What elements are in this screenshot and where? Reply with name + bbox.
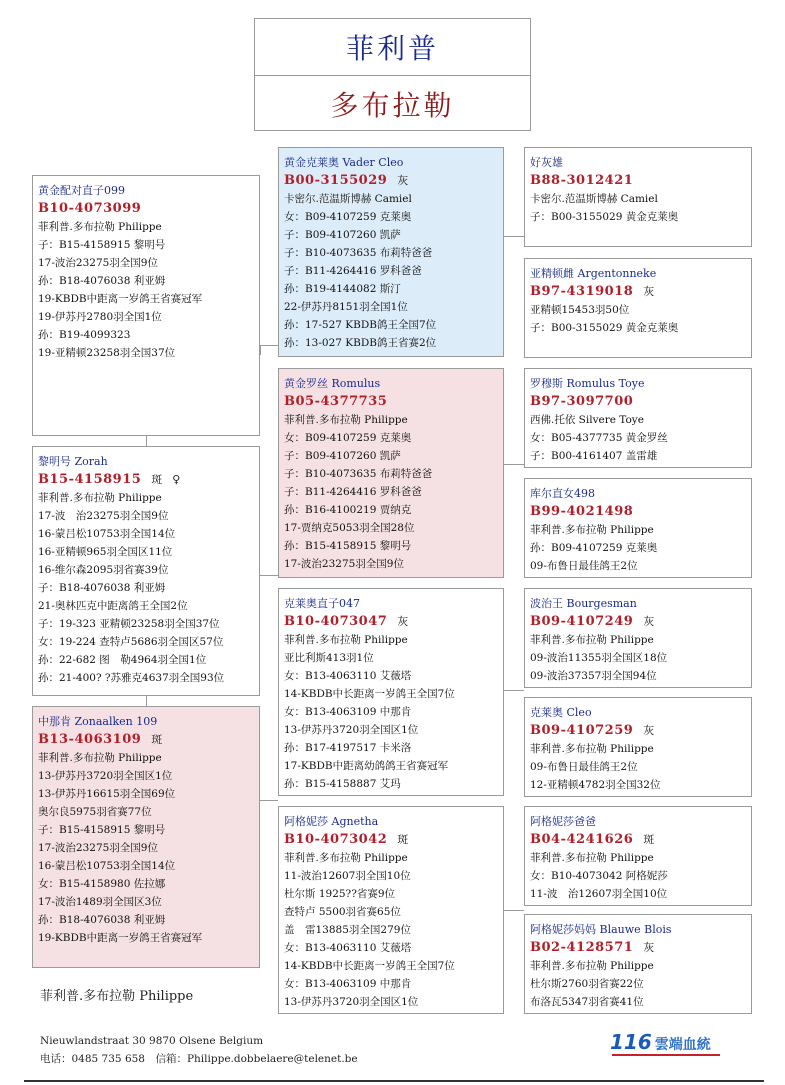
info-line: 子：B15-4158915 黎明号	[38, 239, 166, 251]
info-line: 孙：B18-4076038 利亚姆	[38, 275, 166, 287]
address-line: Nieuwlandstraat 30 9870 Olsene Belgium	[40, 1035, 264, 1047]
contact-block	[40, 1032, 358, 1068]
info-line: 菲利普.多布拉勒 Philippe	[38, 492, 162, 504]
info-line: 14-KBDB中长距离一岁鸽王全国7位	[284, 688, 455, 700]
sex-icon: ♀	[172, 473, 181, 486]
info-line: 子：B09-4107260 凯萨	[284, 229, 401, 241]
info-line: 16-维尔森2095羽省赛39位	[38, 564, 169, 576]
ring-number: B00-3155029 灰	[284, 173, 409, 188]
site-logo	[610, 1030, 711, 1054]
breeder-name: 菲利普.多布拉勒 Philippe	[40, 989, 194, 1004]
connector	[504, 236, 524, 237]
logo-text: 雲端血統	[654, 1037, 711, 1053]
info-line: 孙：22-682 图 勒4964羽全国1位	[38, 654, 207, 666]
bird-name: 库尔直女498	[530, 487, 595, 500]
info-line: 17-KBDB中距离幼鸽鸽王省赛冠军	[284, 760, 449, 772]
bird-name: 克莱奥直子047	[284, 597, 360, 610]
connector	[260, 345, 278, 346]
info-line: 孙：B16-4100219 贾纳克	[284, 504, 412, 516]
bird-name: 波治王 Bourgesman	[530, 597, 637, 610]
info-line: 女：B13-4063109 中那肯	[284, 706, 412, 718]
bird-name: 黄金罗丝 Romulus	[284, 377, 381, 390]
bird-name: 亚精顿雌 Argentonneke	[530, 267, 657, 280]
color-label: 斑	[643, 833, 655, 846]
title-line-1: 菲利普	[255, 19, 530, 76]
ring-number: B09-4107259 灰	[530, 723, 655, 738]
info-line: 13-伊苏丹3720羽全国区1位	[284, 996, 419, 1008]
pedigree-title	[254, 18, 531, 131]
info-line: 子：B10-4073635 布莉特爸爸	[284, 247, 433, 259]
info-line: 19-KBDB中距离一岁鸽王省赛冠军	[38, 293, 203, 305]
color-label: 灰	[643, 285, 655, 298]
info-line: 19-亚精顿23258羽全国37位	[38, 347, 176, 359]
color-label: 灰	[397, 615, 409, 628]
ancestor-card-5	[524, 588, 752, 688]
info-line: 13-伊苏丹3720羽全国区1位	[284, 724, 419, 736]
color-label: 斑	[151, 733, 163, 746]
info-line: 17-波治23275羽全国9位	[284, 558, 404, 570]
info-line: 孙：B18-4076038 利亚姆	[38, 914, 166, 926]
info-line: 孙：13-027 KBDB鸽王省赛2位	[284, 337, 437, 349]
color-label: 灰	[643, 615, 655, 628]
info-line: 西佛.托依 Silvere Toye	[530, 414, 644, 426]
grandsire-dam-card	[278, 588, 504, 796]
info-line: 查特卢 5500羽省赛65位	[284, 906, 401, 918]
info-line: 11-波治12607羽全国10位	[284, 870, 411, 882]
ring-number: B09-4107249 灰	[530, 614, 655, 629]
info-line: 09-波治11355羽全国区18位	[530, 652, 668, 664]
info-line: 12-亚精顿4782羽全国32位	[530, 779, 661, 791]
info-line: 卡密尔.范温斯博赫 Camiel	[530, 193, 658, 205]
info-line: 女：B13-4063110 艾薇塔	[284, 942, 412, 954]
info-line: 菲利普.多布拉勒 Philippe	[530, 634, 654, 646]
bird-name: 阿格妮莎 Agnetha	[284, 815, 379, 828]
color-label: 斑	[397, 833, 409, 846]
bird-name: 黎明号 Zorah	[38, 455, 108, 468]
ring-number: B10-4073099	[38, 201, 142, 216]
info-line: 13-伊苏丹3720羽全国区1位	[38, 770, 173, 782]
logo-underline	[612, 1054, 720, 1056]
info-line: 孙：17-527 KBDB鸽王全国7位	[284, 319, 437, 331]
info-line: 17-波 治23275羽全国9位	[38, 510, 169, 522]
info-line: 子：B09-4107260 凯萨	[284, 450, 401, 462]
info-line: 21-奥林匹克中距离鸽王全国2位	[38, 600, 188, 612]
info-line: 菲利普.多布拉勒 Philippe	[284, 414, 408, 426]
info-line: 女：B05-4377735 黄金罗丝	[530, 432, 668, 444]
info-line: 盖 雷13885羽全国279位	[284, 924, 411, 936]
ring-number: B02-4128571 灰	[530, 940, 655, 955]
color-label: 灰	[643, 724, 655, 737]
info-line: 17-贾纳克5053羽全国28位	[284, 522, 415, 534]
info-line: 孙：B19-4144082 斯汀	[284, 283, 401, 295]
bird-name: 克莱奥 Cleo	[530, 706, 592, 719]
ancestor-card-2	[524, 258, 752, 358]
bottom-rule	[24, 1080, 764, 1082]
info-line: 奥尔良5975羽省赛77位	[38, 806, 152, 818]
info-line: 14-KBDB中长距离一岁鸽王全国7位	[284, 960, 455, 972]
bird-name: 黄金配对直子099	[38, 184, 125, 197]
ring-number: B15-4158915 斑 ♀	[38, 472, 181, 487]
ring-number: B05-4377735	[284, 394, 388, 409]
info-line: 亚精顿15453羽50位	[530, 304, 630, 316]
info-line: 09-布鲁日最佳鸽王2位	[530, 761, 638, 773]
color-label: 灰	[397, 174, 409, 187]
info-line: 女：19-224 查特卢5686羽全国区57位	[38, 636, 224, 648]
grandsire-sire-card	[278, 147, 504, 357]
ancestor-card-1	[524, 147, 752, 247]
info-line: 女：B10-4073042 阿格妮莎	[530, 870, 668, 882]
ring-number: B97-4319018 灰	[530, 284, 655, 299]
info-line: 11-波 治12607羽全国10位	[530, 888, 668, 900]
ring-number: B10-4073042 斑	[284, 832, 409, 847]
info-line: 16-蒙吕松10753羽全国14位	[38, 528, 176, 540]
info-line: 菲利普.多布拉勒 Philippe	[530, 852, 654, 864]
info-line: 杜尔斯 1925??省赛9位	[284, 888, 395, 900]
connector	[504, 464, 524, 465]
granddam-sire-card	[278, 368, 504, 578]
ancestor-card-8	[524, 914, 752, 1014]
info-line: 子：B00-4161407 盖雷雄	[530, 450, 658, 462]
info-line: 子：B18-4076038 利亚姆	[38, 582, 166, 594]
info-line: 子：B00-3155029 黄金克莱奥	[530, 211, 679, 223]
bird-name: 中那肯 Zonaalken 109	[38, 715, 158, 728]
connector	[260, 345, 261, 355]
info-line: 女：B13-4063110 艾薇塔	[284, 670, 412, 682]
color-label: 斑	[151, 473, 163, 486]
info-line: 卡密尔.范温斯博赫 Camiel	[284, 193, 412, 205]
bird-name: 好灰雄	[530, 156, 563, 169]
info-line: 子：B11-4264416 罗科爸爸	[284, 265, 422, 277]
granddam-dam-card	[278, 806, 504, 1014]
ring-number: B99-4021498	[530, 504, 634, 519]
info-line: 16-亚精顿965羽全国区11位	[38, 546, 173, 558]
bird-name: 阿格妮莎妈妈 Blauwe Blois	[530, 923, 672, 936]
info-line: 子：B15-4158915 黎明号	[38, 824, 166, 836]
ancestor-card-7	[524, 806, 752, 906]
info-line: 09-布鲁日最佳鸽王2位	[530, 560, 638, 572]
bird-name: 黄金克莱奥 Vader Cleo	[284, 156, 404, 169]
ring-number: B10-4073047 灰	[284, 614, 409, 629]
info-line: 孙：B17-4197517 卡米洛	[284, 742, 412, 754]
info-line: 子：B00-3155029 黄金克莱奥	[530, 322, 679, 334]
info-line: 布洛瓦5347羽省赛41位	[530, 996, 644, 1008]
info-line: 19-伊苏丹2780羽全国1位	[38, 311, 162, 323]
info-line: 19-KBDB中距离一岁鸽王省赛冠军	[38, 932, 203, 944]
connector	[260, 575, 278, 576]
color-label: 灰	[643, 941, 655, 954]
sire-card	[32, 446, 260, 696]
contact-line: 电话：0485 735 658 信箱：Philippe.dobbelaere@telenet.be	[40, 1053, 358, 1065]
info-line: 13-伊苏丹16615羽全国69位	[38, 788, 176, 800]
info-line: 子：19-323 亚精顿23258羽全国37位	[38, 618, 220, 630]
info-line: 子：B11-4264416 罗科爸爸	[284, 486, 422, 498]
info-line: 菲利普.多布拉勒 Philippe	[530, 960, 654, 972]
connector	[260, 800, 278, 801]
info-line: 子：B10-4073635 布莉特爸爸	[284, 468, 433, 480]
info-line: 17-波治23275羽全国9位	[38, 257, 158, 269]
info-line: 孙：B15-4158915 黎明号	[284, 540, 412, 552]
ancestor-card-6	[524, 697, 752, 797]
ring-number: B04-4241626 斑	[530, 832, 655, 847]
info-line: 菲利普.多布拉勒 Philippe	[530, 743, 654, 755]
info-line: 09-波治37357羽全国94位	[530, 670, 657, 682]
connector	[260, 355, 261, 375]
logo-number: 116	[610, 1030, 652, 1054]
info-line: 17-波治23275羽全国9位	[38, 842, 158, 854]
ring-number: B13-4063109 斑	[38, 732, 163, 747]
connector	[504, 910, 524, 911]
ancestor-card-4	[524, 478, 752, 578]
info-line: 女：B09-4107259 克莱奥	[284, 211, 412, 223]
ring-number: B88-3012421	[530, 173, 634, 188]
info-line: 女：B09-4107259 克莱奥	[284, 432, 412, 444]
info-line: 菲利普.多布拉勒 Philippe	[38, 221, 162, 233]
title-line-2: 多布拉勒	[330, 89, 455, 122]
info-line: 菲利普.多布拉勒 Philippe	[38, 752, 162, 764]
info-line: 22-伊苏丹8151羽全国1位	[284, 301, 408, 313]
dam-card	[32, 706, 260, 968]
info-line: 女：B13-4063109 中那肯	[284, 978, 412, 990]
info-line: 孙：B15-4158887 艾玛	[284, 778, 401, 790]
ancestor-card-3	[524, 368, 752, 468]
bird-name: 阿格妮莎爸爸	[530, 815, 596, 828]
info-line: 孙：21-400? ?苏雅克4637羽全国93位	[38, 672, 225, 684]
bird-name: 罗穆斯 Romulus Toye	[530, 377, 645, 390]
ring-number: B97-3097700	[530, 394, 634, 409]
info-line: 杜尔斯2760羽省赛22位	[530, 978, 644, 990]
info-line: 女：B15-4158980 佐拉娜	[38, 878, 166, 890]
info-line: 孙：B19-4099323	[38, 329, 131, 341]
info-line: 孙：B09-4107259 克莱奥	[530, 542, 658, 554]
info-line: 16-蒙吕松10753羽全国14位	[38, 860, 176, 872]
connector	[146, 696, 147, 706]
info-line: 菲利普.多布拉勒 Philippe	[284, 634, 408, 646]
subject-card	[32, 175, 260, 436]
info-line: 菲利普.多布拉勒 Philippe	[284, 852, 408, 864]
info-line: 菲利普.多布拉勒 Philippe	[530, 524, 654, 536]
connector	[504, 690, 524, 691]
info-line: 17-波治1489羽全国区3位	[38, 896, 162, 908]
connector	[146, 436, 147, 446]
info-line: 亚比利斯413羽1位	[284, 652, 374, 664]
